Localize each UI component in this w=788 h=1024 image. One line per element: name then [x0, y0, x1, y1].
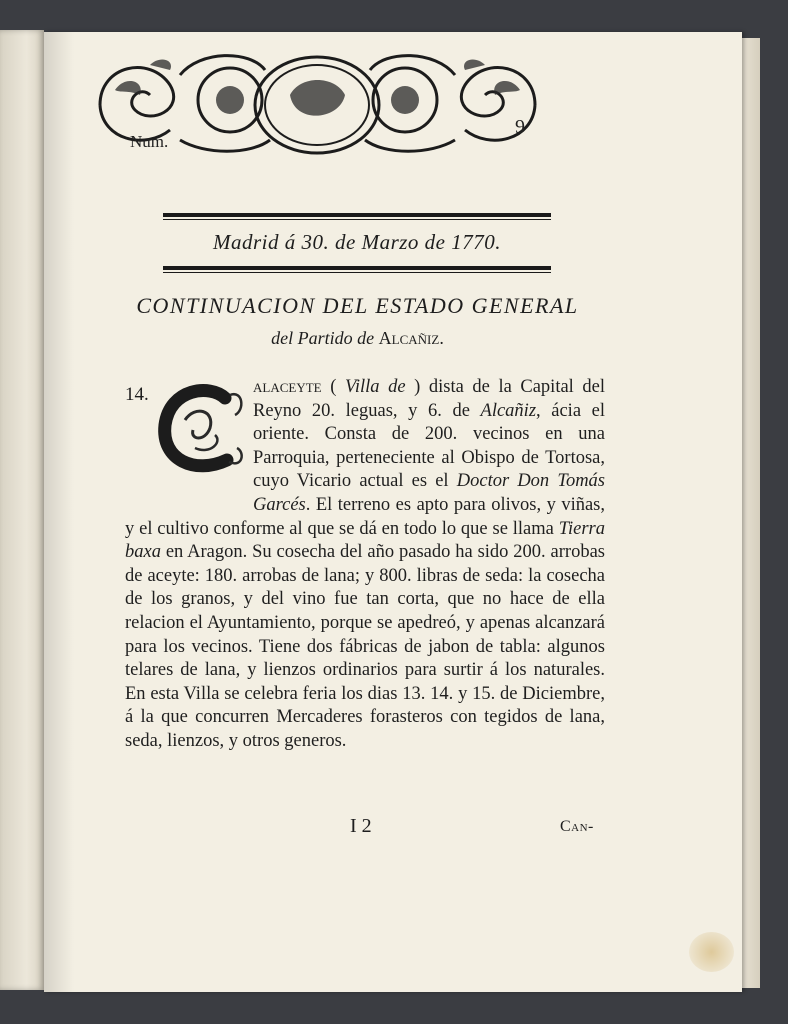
catchword: Can-	[560, 818, 594, 835]
first-word: alaceyte	[253, 377, 322, 397]
paper-stain	[689, 932, 734, 972]
issue-number: 9	[515, 116, 525, 138]
italic-villa: Villa de	[344, 377, 406, 397]
italic-doctor: Doctor Don Tomás Garcés	[253, 471, 606, 515]
section-number: 14.	[125, 384, 149, 405]
subtitle-place: Alcañiz.	[378, 328, 444, 348]
rule-bottom	[163, 266, 551, 275]
subtitle-prefix: del Partido de	[271, 328, 375, 348]
article-subtitle	[90, 328, 625, 349]
number-label: Num.	[130, 132, 169, 151]
signature-mark: I 2	[350, 815, 372, 837]
rule-top	[163, 213, 551, 222]
italic-alcaniz: Alcañiz	[480, 400, 537, 421]
dateline: Madrid á 30. de Marzo de 1770.	[213, 230, 501, 254]
article-body: alaceyte ( Villa de ) dista de la Capital del Reyno 20. leguas, y 6. de Alcañiz, ácia el oriente. Consta de 200. vecinos en una Parroquia, perteneciente al Obispo de Tortosa, cuyo Vicario actual es el Doctor Don Tomás Garcés. El terreno es apto para olivos, y viñas, y el cultivo conforme al que se dá en todo lo que se llama Tierra baxa en Aragon. Su cosecha del año pasado ha sido 200. arrobas de aceyte: 180. arrobas de lana; y 800. libras de seda: la cosecha de los granos, y del vino fue tan corta, que no hace de ella relacion el Ayuntamiento, porque se apedreó, y apenas alcanzará para los vecinos. Tiene dos fábricas de jabon de tabla: algunos telares de lana, y lienzos ordinarios para surtir á los naturales. En esta Villa se celebra feria los dias 13. 14. y 15. de Diciembre, á la que concurren Mercaderes forasteros con tegidos de lana, seda, lienzos, y otros generos.	[125, 377, 606, 751]
facing-page-edge	[0, 30, 44, 990]
article-title: CONTINUACION DEL ESTADO GENERAL	[136, 293, 579, 318]
page-stack-edge	[740, 38, 760, 988]
italic-tierra-baxa: Tierra baxa	[125, 518, 605, 563]
